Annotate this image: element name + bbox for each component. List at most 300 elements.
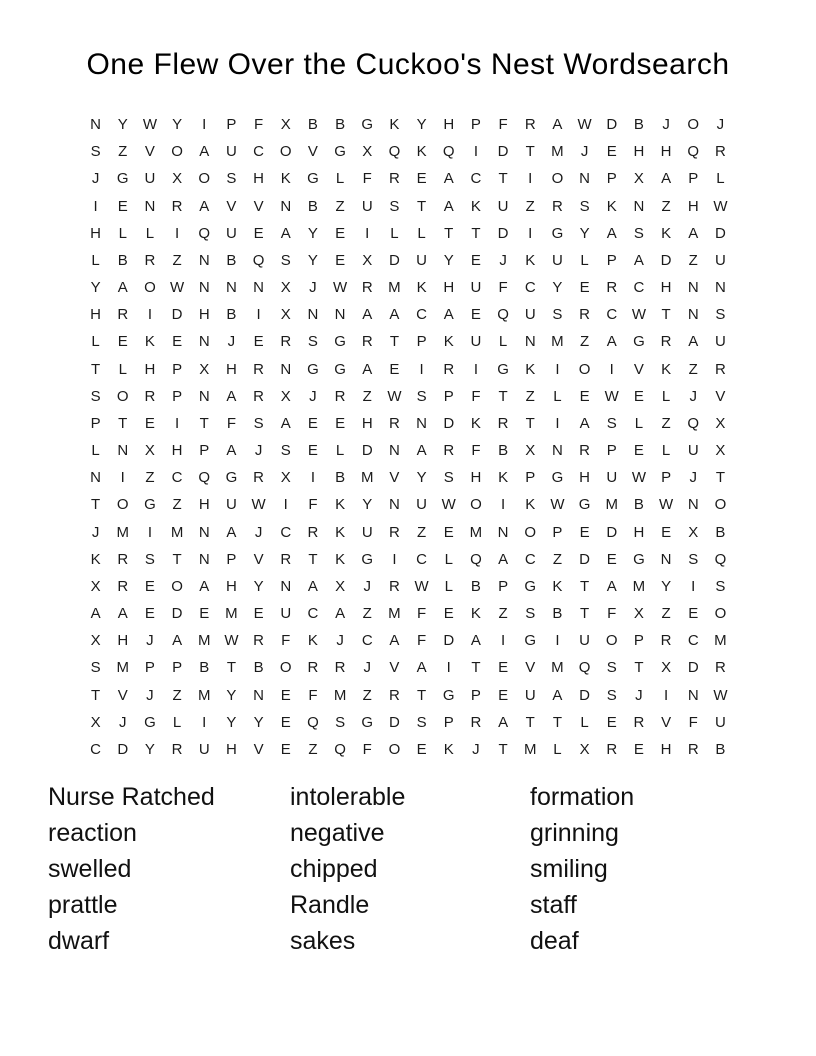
- grid-letter: E: [280, 713, 291, 731]
- grid-letter: P: [90, 414, 101, 432]
- grid-letter: R: [579, 306, 590, 324]
- grid-letter: R: [144, 251, 156, 269]
- grid-letter: P: [443, 713, 454, 731]
- grid-letter: E: [280, 686, 291, 704]
- grid-letter: C: [524, 550, 536, 568]
- grid-letter: F: [253, 116, 264, 134]
- grid-letter: L: [145, 224, 155, 242]
- grid-letter: F: [416, 632, 427, 650]
- grid-letter: R: [687, 740, 699, 758]
- grid-letter: R: [253, 387, 264, 405]
- grid-letter: Z: [335, 197, 345, 215]
- grid-letter: Q: [687, 143, 700, 161]
- grid-letter: R: [443, 360, 455, 378]
- grid-letter: L: [91, 333, 100, 351]
- grid-letter: P: [172, 387, 183, 405]
- grid-letter: U: [551, 251, 563, 269]
- grid-letter: D: [497, 143, 509, 161]
- grid-letter: K: [280, 170, 291, 188]
- grid-letter: K: [470, 605, 481, 623]
- grid-letter: M: [469, 523, 483, 541]
- grid-letter: O: [279, 143, 292, 161]
- grid-letter: K: [525, 496, 536, 514]
- grid-letter: U: [714, 713, 726, 731]
- grid-letter: K: [498, 469, 509, 487]
- grid-letter: T: [498, 170, 508, 188]
- grid-letter: N: [198, 387, 210, 405]
- grid-letter: U: [524, 686, 536, 704]
- grid-letter: I: [555, 632, 560, 650]
- grid-letter: E: [633, 387, 644, 405]
- grid-letter: X: [362, 143, 373, 161]
- grid-letter: I: [283, 496, 288, 514]
- grid-letter: E: [144, 605, 155, 623]
- grid-letter: H: [171, 442, 183, 460]
- grid-letter: E: [579, 279, 590, 297]
- grid-letter: U: [687, 442, 699, 460]
- grid-letter: D: [388, 713, 400, 731]
- grid-letter: A: [606, 333, 617, 351]
- grid-letter: Z: [118, 143, 128, 161]
- grid-letter: B: [307, 116, 318, 134]
- grid-letter: J: [254, 523, 263, 541]
- grid-letter: H: [633, 523, 645, 541]
- grid-letter: H: [660, 143, 672, 161]
- grid-letter: S: [525, 605, 536, 623]
- grid-letter: U: [280, 605, 292, 623]
- grid-letter: A: [226, 442, 237, 460]
- grid-letter: N: [307, 306, 319, 324]
- grid-letter: X: [280, 279, 291, 297]
- grid-letter: D: [579, 686, 590, 704]
- grid-letter: R: [497, 414, 509, 432]
- grid-letter: K: [416, 143, 427, 161]
- grid-letter: I: [500, 496, 506, 514]
- grid-letter: U: [416, 251, 427, 269]
- grid-letter: Z: [416, 523, 427, 541]
- grid-letter: E: [335, 251, 346, 269]
- grid-letter: X: [633, 170, 644, 188]
- grid-letter: N: [144, 197, 156, 215]
- grid-letter: Y: [307, 224, 318, 242]
- grid-letter: Z: [172, 496, 182, 514]
- grid-letter: M: [170, 523, 184, 541]
- grid-letter: Y: [117, 116, 128, 134]
- grid-letter: N: [280, 577, 292, 595]
- grid-letter: K: [552, 577, 563, 595]
- grid-letter: T: [199, 414, 209, 432]
- grid-letter: N: [416, 414, 427, 432]
- grid-letter: E: [470, 306, 481, 324]
- grid-letter: P: [226, 550, 237, 568]
- grid-letter: C: [416, 550, 427, 568]
- grid-letter: Z: [579, 333, 590, 351]
- grid-letter: R: [606, 740, 618, 758]
- grid-letter: Z: [362, 387, 372, 405]
- grid-letter: P: [172, 360, 183, 378]
- grid-letter: C: [633, 279, 645, 297]
- grid-letter: D: [714, 224, 726, 242]
- grid-letter: R: [579, 442, 590, 460]
- grid-letter: Z: [172, 686, 182, 704]
- grid-letter: O: [687, 116, 700, 134]
- grid-letter: A: [199, 577, 210, 595]
- grid-letter: Z: [362, 686, 372, 704]
- grid-letter: I: [663, 686, 669, 704]
- grid-letter: X: [335, 577, 346, 595]
- grid-letter: U: [416, 496, 427, 514]
- grid-letter: P: [226, 116, 237, 134]
- grid-letter: N: [524, 333, 536, 351]
- grid-letter: K: [443, 333, 454, 351]
- grid-letter: E: [498, 659, 509, 677]
- grid-letter: S: [280, 442, 291, 460]
- grid-letter: P: [470, 116, 481, 134]
- grid-letter: R: [524, 116, 536, 134]
- grid-letter: G: [144, 713, 156, 731]
- grid-letter: N: [388, 496, 400, 514]
- grid-letter: R: [361, 333, 373, 351]
- grid-letter: E: [606, 143, 617, 161]
- grid-letter: I: [174, 224, 180, 242]
- grid-letter: B: [335, 469, 346, 487]
- grid-letter: P: [443, 387, 454, 405]
- grid-letter: J: [499, 251, 507, 269]
- grid-letter: J: [146, 632, 154, 650]
- grid-letter: J: [309, 387, 317, 405]
- grid-letter: I: [202, 116, 207, 134]
- grid-letter: N: [90, 469, 101, 487]
- grid-letter: O: [279, 659, 292, 677]
- grid-letter: X: [90, 632, 101, 650]
- grid-letter: I: [120, 469, 125, 487]
- word-list-column-2: [290, 779, 530, 959]
- grid-letter: R: [714, 659, 726, 677]
- grid-letter: J: [580, 143, 589, 161]
- grid-letter: Y: [172, 116, 183, 134]
- grid-letter: A: [606, 224, 617, 242]
- grid-letter: Q: [198, 224, 211, 242]
- grid-letter: L: [444, 550, 453, 568]
- grid-letter: Q: [388, 143, 401, 161]
- grid-letter: Y: [307, 251, 318, 269]
- grid-letter: K: [335, 550, 346, 568]
- grid-letter: K: [307, 632, 318, 650]
- grid-letter: D: [606, 116, 618, 134]
- grid-letter: F: [226, 414, 236, 432]
- grid-letter: C: [416, 306, 427, 324]
- grid-letter: G: [442, 686, 455, 704]
- grid-letter: A: [606, 577, 617, 595]
- grid-letter: H: [253, 170, 264, 188]
- grid-letter: H: [198, 306, 210, 324]
- grid-letter: V: [253, 550, 264, 568]
- grid-letter: W: [604, 387, 619, 405]
- grid-letter: S: [552, 306, 563, 324]
- grid-letter: T: [579, 577, 590, 595]
- grid-letter: J: [227, 333, 236, 351]
- grid-letter: D: [361, 442, 373, 460]
- grid-letter: E: [633, 740, 644, 758]
- grid-letter: G: [578, 496, 591, 514]
- grid-letter: T: [172, 550, 182, 568]
- grid-letter: A: [117, 279, 128, 297]
- grid-letter: L: [634, 414, 644, 432]
- grid-letter: I: [555, 360, 560, 378]
- grid-letter: N: [660, 550, 672, 568]
- grid-letter: I: [528, 224, 533, 242]
- grid-letter: Z: [145, 469, 155, 487]
- grid-letter: Z: [661, 197, 671, 215]
- grid-letter: R: [714, 360, 726, 378]
- word-item: swelled: [48, 855, 132, 883]
- grid-letter: A: [552, 686, 563, 704]
- grid-letter: H: [443, 279, 455, 297]
- grid-letter: Y: [90, 279, 101, 297]
- grid-letter: S: [253, 414, 264, 432]
- grid-letter: P: [498, 577, 509, 595]
- grid-letter: I: [691, 577, 696, 595]
- grid-letter: R: [714, 143, 726, 161]
- grid-letter: H: [90, 224, 101, 242]
- grid-letter: K: [606, 197, 617, 215]
- grid-letter: L: [498, 333, 508, 351]
- grid-letter: D: [171, 306, 183, 324]
- grid-letter: Q: [307, 713, 319, 731]
- grid-letter: R: [307, 523, 319, 541]
- grid-letter: K: [389, 116, 400, 134]
- word-item: intolerable: [290, 783, 406, 811]
- grid-letter: Q: [687, 414, 700, 432]
- grid-letter: A: [416, 659, 427, 677]
- word-item: smiling: [530, 855, 608, 883]
- grid-letter: S: [579, 197, 590, 215]
- grid-letter: T: [634, 659, 644, 677]
- grid-letter: R: [660, 632, 672, 650]
- grid-letter: S: [307, 333, 318, 351]
- grid-letter: Y: [362, 496, 373, 514]
- grid-letter: P: [661, 469, 672, 487]
- grid-letter: O: [524, 523, 537, 541]
- grid-letter: N: [633, 197, 645, 215]
- grid-letter: A: [389, 306, 400, 324]
- grid-letter: F: [308, 496, 318, 514]
- grid-letter: E: [117, 333, 128, 351]
- grid-letter: I: [147, 523, 152, 541]
- grid-letter: E: [144, 414, 155, 432]
- grid-letter: Q: [252, 251, 265, 269]
- grid-letter: K: [443, 740, 454, 758]
- grid-letter: Y: [416, 116, 427, 134]
- grid-letter: E: [335, 414, 346, 432]
- grid-letter: M: [388, 279, 401, 297]
- grid-letter: T: [389, 333, 399, 351]
- grid-letter: U: [470, 333, 482, 351]
- grid-letter: K: [416, 279, 427, 297]
- grid-letter: Z: [362, 605, 372, 623]
- grid-letter: X: [362, 251, 373, 269]
- grid-letter: J: [635, 686, 643, 704]
- grid-letter: R: [171, 197, 183, 215]
- grid-letter: B: [552, 605, 563, 623]
- grid-letter: V: [661, 713, 672, 731]
- grid-letter: F: [362, 170, 372, 188]
- grid-letter: N: [225, 279, 237, 297]
- grid-letter: F: [471, 387, 481, 405]
- grid-letter: Y: [552, 279, 563, 297]
- grid-letter: R: [388, 523, 400, 541]
- grid-letter: X: [280, 306, 291, 324]
- grid-letter: I: [147, 306, 152, 324]
- wordsearch-grid: [82, 111, 734, 763]
- grid-letter: W: [441, 496, 456, 514]
- grid-letter: B: [307, 197, 318, 215]
- grid-letter: T: [471, 659, 481, 677]
- grid-letter: B: [335, 116, 346, 134]
- grid-letter: S: [633, 224, 644, 242]
- grid-letter: R: [388, 686, 400, 704]
- grid-letter: A: [416, 442, 427, 460]
- grid-letter: G: [307, 170, 319, 188]
- grid-letter: T: [308, 550, 318, 568]
- grid-letter: T: [90, 360, 101, 378]
- grid-letter: F: [688, 713, 698, 731]
- grid-letter: G: [361, 116, 374, 134]
- grid-letter: L: [91, 442, 100, 460]
- grid-letter: G: [225, 469, 238, 487]
- grid-letter: L: [91, 251, 100, 269]
- grid-letter: B: [253, 659, 264, 677]
- grid-letter: B: [226, 306, 237, 324]
- grid-letter: T: [416, 686, 427, 704]
- grid-letter: R: [633, 713, 645, 731]
- grid-letter: T: [444, 224, 454, 242]
- grid-letter: Z: [661, 414, 671, 432]
- grid-letter: W: [142, 116, 157, 134]
- grid-letter: R: [307, 659, 319, 677]
- grid-letter: Z: [688, 251, 698, 269]
- grid-letter: A: [226, 387, 237, 405]
- grid-letter: V: [307, 143, 318, 161]
- grid-letter: R: [388, 170, 400, 188]
- grid-letter: A: [199, 143, 210, 161]
- grid-letter: R: [253, 469, 264, 487]
- grid-letter: H: [660, 740, 672, 758]
- grid-letter: C: [171, 469, 183, 487]
- grid-letter: R: [606, 279, 618, 297]
- grid-letter: X: [525, 442, 536, 460]
- grid-letter: Z: [552, 550, 562, 568]
- grid-letter: C: [280, 523, 292, 541]
- grid-letter: V: [226, 197, 237, 215]
- grid-letter: E: [144, 577, 155, 595]
- grid-letter: C: [307, 605, 319, 623]
- grid-letter: M: [388, 605, 401, 623]
- grid-letter: F: [471, 442, 481, 460]
- grid-letter: I: [528, 170, 533, 188]
- grid-letter: S: [144, 550, 155, 568]
- word-item: Nurse Ratched: [48, 783, 215, 811]
- grid-letter: R: [117, 577, 129, 595]
- grid-letter: P: [470, 686, 481, 704]
- grid-letter: A: [688, 333, 699, 351]
- grid-letter: P: [633, 632, 644, 650]
- grid-letter: N: [687, 686, 699, 704]
- grid-letter: U: [225, 496, 237, 514]
- grid-letter: U: [714, 333, 726, 351]
- grid-letter: I: [310, 469, 315, 487]
- grid-letter: G: [524, 632, 537, 650]
- grid-letter: E: [688, 605, 699, 623]
- grid-letter: U: [524, 306, 536, 324]
- grid-letter: I: [419, 360, 424, 378]
- grid-letter: T: [498, 387, 508, 405]
- grid-letter: H: [117, 632, 129, 650]
- word-item: reaction: [48, 819, 137, 847]
- grid-letter: K: [661, 360, 672, 378]
- grid-letter: G: [144, 496, 156, 514]
- grid-letter: J: [662, 116, 670, 134]
- grid-letter: E: [172, 333, 183, 351]
- grid-letter: T: [661, 306, 671, 324]
- grid-letter: M: [632, 577, 646, 595]
- grid-letter: K: [335, 523, 346, 541]
- grid-letter: Z: [525, 387, 535, 405]
- grid-letter: E: [661, 523, 672, 541]
- grid-letter: R: [470, 713, 482, 731]
- grid-letter: S: [280, 251, 291, 269]
- grid-letter: E: [606, 550, 617, 568]
- grid-letter: A: [389, 632, 400, 650]
- grid-letter: K: [525, 251, 536, 269]
- grid-letter: F: [308, 686, 318, 704]
- grid-letter: Y: [416, 469, 427, 487]
- grid-letter: U: [225, 224, 237, 242]
- grid-letter: N: [579, 170, 590, 188]
- grid-letter: X: [688, 523, 699, 541]
- grid-letter: V: [253, 740, 264, 758]
- grid-letter: Z: [661, 605, 671, 623]
- grid-letter: U: [470, 279, 482, 297]
- grid-letter: A: [443, 306, 454, 324]
- grid-letter: G: [551, 224, 564, 242]
- grid-letter: O: [171, 577, 183, 595]
- grid-letter: S: [715, 306, 726, 324]
- grid-letter: R: [660, 333, 672, 351]
- grid-letter: B: [226, 251, 237, 269]
- grid-letter: G: [524, 577, 537, 595]
- grid-letter: E: [579, 387, 590, 405]
- grid-letter: R: [253, 632, 264, 650]
- grid-letter: J: [254, 442, 263, 460]
- grid-letter: N: [714, 279, 726, 297]
- grid-letter: N: [198, 550, 210, 568]
- grid-letter: H: [144, 360, 156, 378]
- grid-letter: B: [715, 523, 726, 541]
- grid-letter: H: [90, 306, 101, 324]
- grid-letter: T: [471, 224, 481, 242]
- grid-letter: T: [416, 197, 427, 215]
- grid-letter: R: [334, 387, 346, 405]
- grid-letter: U: [144, 170, 156, 188]
- grid-letter: L: [118, 360, 127, 378]
- grid-letter: O: [551, 170, 564, 188]
- grid-letter: G: [307, 360, 319, 378]
- grid-letter: J: [716, 116, 725, 134]
- grid-letter: A: [552, 116, 563, 134]
- grid-letter: D: [443, 414, 455, 432]
- grid-letter: A: [633, 251, 644, 269]
